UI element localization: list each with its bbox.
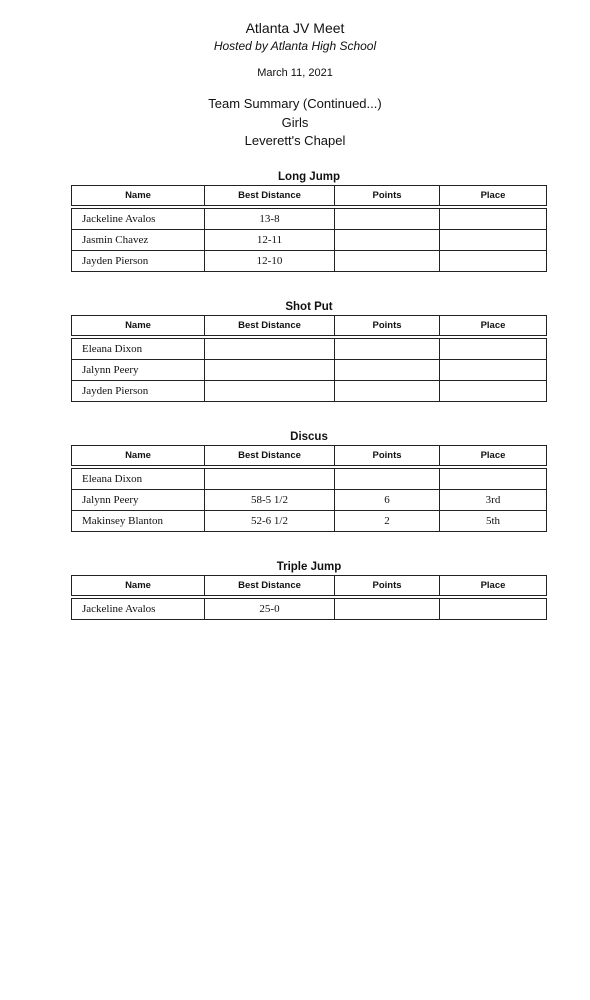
results-table [71,315,547,402]
table-row [71,251,547,272]
athlete-name: Jackeline Avalos [71,598,204,620]
best-distance [204,360,334,381]
event-title: Long Jump [278,171,340,183]
best-distance [204,468,334,490]
event-title: Shot Put [285,301,333,313]
column-header-points: Points [334,315,439,336]
athlete-name: Jalynn Peery [71,490,204,511]
best-distance: 58-5 1/2 [204,490,334,511]
event-title: Discus [290,431,328,443]
table-row [71,468,547,490]
column-header-points: Points [334,575,439,596]
points [334,360,439,381]
table-row [71,598,547,620]
column-header-name: Name [71,185,204,206]
table-header-row [71,445,547,466]
points [334,338,439,360]
table-row [71,360,547,381]
athlete-name: Jayden Pierson [71,251,204,272]
best-distance: 52-6 1/2 [204,511,334,532]
place [439,208,547,230]
table-header-row [71,185,547,206]
event-triple-jump [71,559,547,620]
table-row [71,511,547,532]
column-header-best-distance: Best Distance [204,445,334,466]
column-header-best-distance: Best Distance [204,575,334,596]
points: 6 [334,490,439,511]
column-header-place: Place [439,185,547,206]
column-header-name: Name [71,315,204,336]
meet-date: March 11, 2021 [257,67,333,79]
summary-title: Team Summary (Continued...) [208,96,382,111]
event-title: Triple Jump [276,561,342,573]
column-header-place: Place [439,315,547,336]
points: 2 [334,511,439,532]
column-header-points: Points [334,445,439,466]
meet-title: Atlanta JV Meet [245,20,345,36]
table-row [71,490,547,511]
column-header-place: Place [439,445,547,466]
athlete-name: Jalynn Peery [71,360,204,381]
place [439,360,547,381]
place [439,230,547,251]
points [334,468,439,490]
best-distance [204,338,334,360]
points [334,230,439,251]
column-header-best-distance: Best Distance [204,315,334,336]
event-discus [71,429,547,532]
athlete-name: Makinsey Blanton [71,511,204,532]
meet-host: Hosted by Atlanta High School [213,39,377,53]
points [334,381,439,402]
best-distance: 12-11 [204,230,334,251]
event-long-jump [71,169,547,272]
athlete-name: Jackeline Avalos [71,208,204,230]
column-header-name: Name [71,445,204,466]
place: 3rd [439,490,547,511]
table-row [71,381,547,402]
column-header-best-distance: Best Distance [204,185,334,206]
best-distance: 12-10 [204,251,334,272]
best-distance: 13-8 [204,208,334,230]
athlete-name: Jayden Pierson [71,381,204,402]
place [439,468,547,490]
place [439,598,547,620]
results-table [71,185,547,272]
table-row [71,208,547,230]
table-row [71,338,547,360]
athlete-name: Eleana Dixon [71,338,204,360]
column-header-points: Points [334,185,439,206]
place [439,338,547,360]
best-distance [204,381,334,402]
athlete-name: Eleana Dixon [71,468,204,490]
place [439,381,547,402]
results-table [71,445,547,532]
table-header-row [71,315,547,336]
column-header-name: Name [71,575,204,596]
athlete-name: Jasmin Chavez [71,230,204,251]
points [334,598,439,620]
best-distance: 25-0 [204,598,334,620]
results-table [71,575,547,620]
table-header-row [71,575,547,596]
place: 5th [439,511,547,532]
gender-label: Girls [281,115,309,130]
points [334,251,439,272]
column-header-place: Place [439,575,547,596]
table-row [71,230,547,251]
place [439,251,547,272]
event-shot-put [71,299,547,402]
team-name: Leverett's Chapel [244,133,346,148]
points [334,208,439,230]
